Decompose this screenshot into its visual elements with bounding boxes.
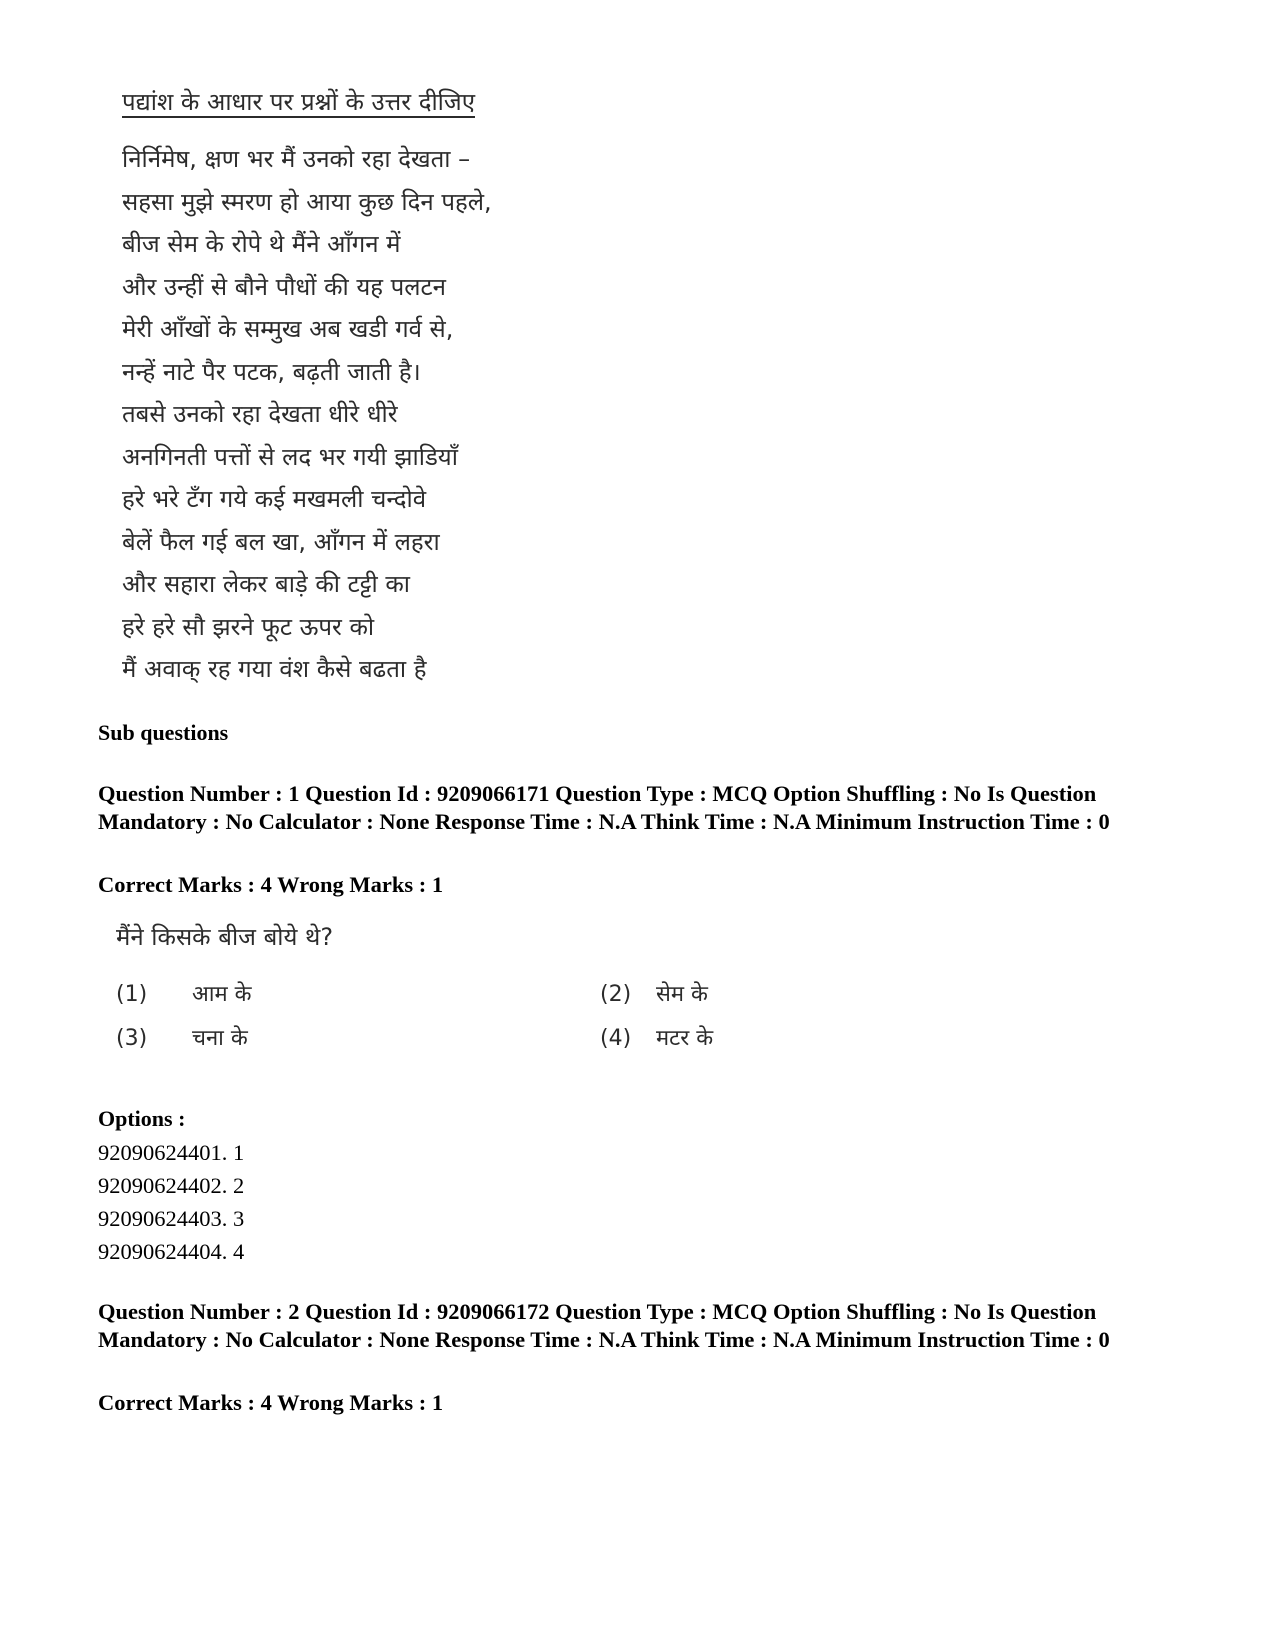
choice-number: (3) (116, 1026, 148, 1051)
options-label: Options : (98, 1106, 186, 1131)
passage-block (122, 84, 922, 691)
option-item: 92090624403. 3 (98, 1206, 245, 1231)
poem-line: हरे हरे सौ झरने फूट ऊपर को (122, 612, 375, 641)
choice-2 (600, 978, 708, 1008)
poem-line: और उन्हीं से बौने पौधों की यह पलटन (122, 272, 446, 301)
option-item: 92090624404. 4 (98, 1239, 245, 1264)
poem-line: बेलें फैल गई बल खा, आँगन में लहरा (122, 527, 440, 556)
poem-line: मैं अवाक् रह गया वंश कैसे बढता है (122, 655, 427, 683)
choice-number: (1) (116, 982, 148, 1007)
question-2-marks: Correct Marks : 4 Wrong Marks : 1 (98, 1390, 444, 1415)
poem-line: निर्निमेष, क्षण भर मैं उनको रहा देखता – (122, 145, 471, 173)
question-1-marks: Correct Marks : 4 Wrong Marks : 1 (98, 872, 444, 897)
choice-1 (116, 978, 252, 1008)
poem-line: हरे भरे टँग गये कई मखमली चन्दोवे (122, 485, 427, 513)
poem-line: तबसे उनको रहा देखता धीरे धीरे (122, 400, 398, 428)
choice-text: चना के (192, 1026, 248, 1051)
choice-number: (4) (600, 1026, 632, 1051)
option-item: 92090624401. 1 (98, 1140, 245, 1165)
poem-line: अनगिनती पत्तों से लद भर गयी झाडियाँ (122, 442, 458, 471)
choice-text: सेम के (656, 982, 708, 1007)
question-1-meta: Question Number : 1 Question Id : 9209066171 Question Type : MCQ Option Shuffling : No Is Question Mandatory : No Calculator : None Response Time : N.A Think Time : N.A Minimum Instruction Time : 0 (98, 781, 1110, 834)
passage-title: पद्यांश के आधार पर प्रश्नों के उत्तर दीजिए (122, 88, 475, 116)
question-1-text: मैंने किसके बीज बोये थे? (116, 923, 334, 951)
sub-questions-heading: Sub questions (98, 720, 229, 745)
choice-text: आम के (192, 982, 252, 1007)
choice-number: (2) (600, 982, 632, 1007)
choice-text: मटर के (656, 1026, 714, 1051)
poem-line: और सहारा लेकर बाड़े की टट्टी का (122, 570, 410, 598)
poem-line: बीज सेम के रोपे थे मैंने आँगन में (122, 230, 401, 258)
poem-line: सहसा मुझे स्मरण हो आया कुछ दिन पहले, (122, 187, 492, 216)
option-item: 92090624402. 2 (98, 1173, 245, 1198)
choice-4 (600, 1022, 713, 1052)
poem-line: नन्हें नाटे पैर पटक, बढ़ती जाती है। (122, 357, 421, 386)
choice-3 (116, 1022, 248, 1052)
question-2-meta: Question Number : 2 Question Id : 9209066172 Question Type : MCQ Option Shuffling : No Is Question Mandatory : No Calculator : None Response Time : N.A Think Time : N.A Minimum Instruction Time : 0 (98, 1299, 1110, 1352)
poem-line: मेरी आँखों के सम्मुख अब खडी गर्व से, (122, 315, 454, 343)
